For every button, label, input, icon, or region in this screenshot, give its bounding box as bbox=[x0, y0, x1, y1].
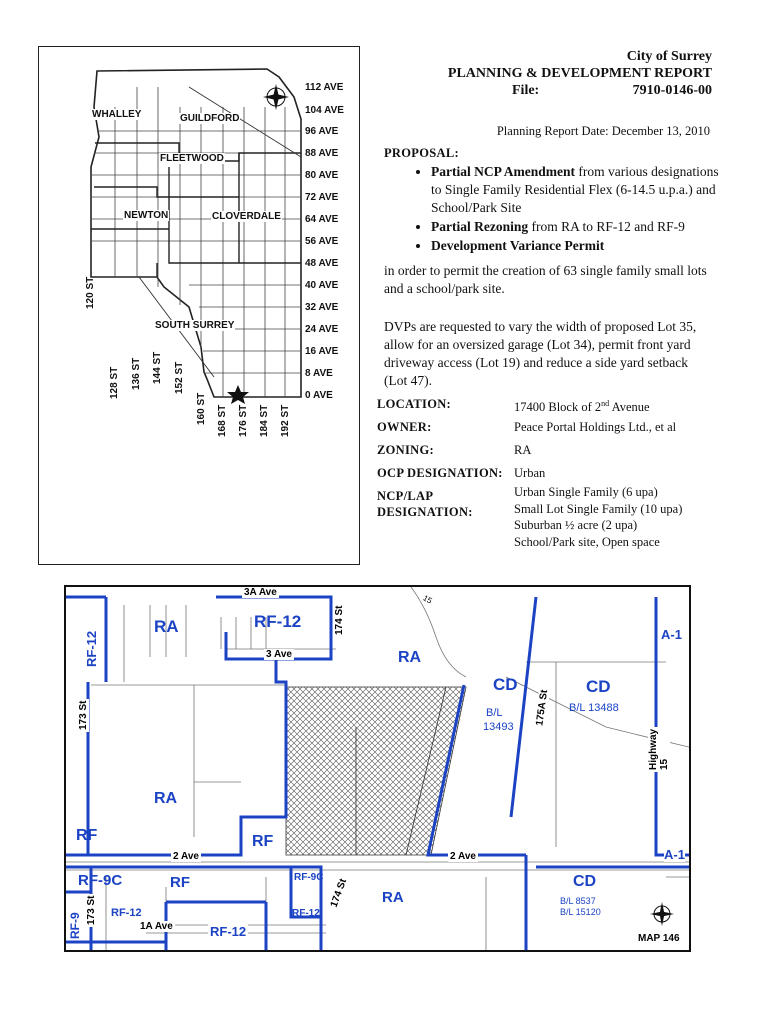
road-label: 174 St bbox=[328, 877, 350, 909]
ave-label: 104 AVE bbox=[305, 105, 344, 116]
zone-label: RA bbox=[382, 889, 404, 906]
zoning-value: RA bbox=[514, 443, 532, 457]
zone-label: B/L 8537 bbox=[560, 896, 596, 906]
st-label: 136 ST bbox=[131, 357, 142, 390]
location-label: LOCATION: bbox=[377, 397, 452, 411]
ave-label: 16 AVE bbox=[305, 346, 339, 357]
ncp-label-2: DESIGNATION: bbox=[377, 505, 473, 519]
ave-label: 88 AVE bbox=[305, 148, 339, 159]
owner-value: Peace Portal Holdings Ltd., et al bbox=[514, 420, 677, 434]
zone-label: RF-12 bbox=[84, 630, 99, 667]
zone-label: RF-9 bbox=[68, 912, 82, 939]
zone-label: RF bbox=[252, 833, 274, 850]
proposal-purpose: in order to permit the creation of 63 single family small lots and a school/park site. bbox=[384, 263, 707, 296]
road-label: 174 St bbox=[334, 605, 345, 635]
zoning-label: ZONING: bbox=[377, 443, 434, 457]
area-label: NEWTON bbox=[124, 210, 169, 221]
dvp-text: DVPs are requested to vary the width of proposed Lot 35, allow for an oversized garage (Lot 34), permit front yard driveway access (Lot 19) and reduce a side yard setback (Lot 47). bbox=[384, 319, 697, 388]
zone-label: RF-9C bbox=[78, 872, 123, 889]
ave-label: 8 AVE bbox=[305, 368, 333, 379]
file-number: 7910-0146-00 bbox=[632, 83, 712, 98]
ave-label: 64 AVE bbox=[305, 214, 339, 225]
zone-label: RA bbox=[154, 617, 179, 636]
proposal-item: • Partial NCP Amendment from various designations to Single Family Residential Flex (6-14.5 u.p.a.) and School/Park Site bbox=[431, 163, 721, 217]
zone-label: RF bbox=[76, 827, 98, 844]
zone-label: CD bbox=[493, 675, 518, 694]
zone-label: A-1 bbox=[664, 847, 685, 862]
zone-label: RF-12 bbox=[292, 908, 320, 919]
ncp-values: Urban Single Family (6 upa) Small Lot Single Family (10 upa) Suburban ½ acre (2 upa) School/Park site, Open space bbox=[514, 485, 683, 549]
road-label: 2 Ave bbox=[173, 851, 199, 862]
ocp-label: OCP DESIGNATION: bbox=[377, 466, 503, 480]
map-number: MAP 146 bbox=[638, 933, 680, 944]
area-label: SOUTH SURREY bbox=[155, 320, 235, 331]
zone-label: B/L 13488 bbox=[569, 702, 619, 714]
ave-label: 80 AVE bbox=[305, 170, 339, 181]
road-label: 173 St bbox=[78, 700, 89, 730]
st-label: 128 ST bbox=[109, 366, 120, 399]
ave-label: 56 AVE bbox=[305, 236, 339, 247]
area-label: FLEETWOOD bbox=[160, 153, 224, 164]
road-label: 3A Ave bbox=[244, 587, 277, 598]
ave-label: 96 AVE bbox=[305, 126, 339, 137]
area-label: GUILDFORD bbox=[180, 113, 240, 124]
st-label: 144 ST bbox=[152, 351, 163, 384]
st-label: 152 ST bbox=[174, 361, 185, 394]
ncp-label-1: NCP/LAP bbox=[377, 489, 434, 503]
zone-label: RF-12 bbox=[254, 612, 302, 631]
file-line bbox=[512, 82, 712, 99]
road-label: 173 St bbox=[86, 895, 97, 925]
road-label: 3 Ave bbox=[266, 649, 292, 660]
zone-label: A-1 bbox=[661, 627, 682, 642]
city-name: City of Surrey bbox=[626, 49, 712, 64]
key-map bbox=[38, 46, 360, 565]
area-label: CLOVERDALE bbox=[212, 211, 281, 222]
ave-label: 40 AVE bbox=[305, 280, 339, 291]
zone-label: RA bbox=[398, 649, 422, 666]
ave-label: 0 AVE bbox=[305, 390, 333, 401]
st-label: 184 ST bbox=[259, 404, 270, 437]
road-label: 175A St bbox=[534, 689, 551, 727]
zone-label: RF-9C bbox=[294, 872, 324, 883]
st-label: 192 ST bbox=[280, 404, 291, 437]
location-value: 17400 Block of 2nd Avenue bbox=[514, 399, 650, 415]
proposal-label: PROPOSAL: bbox=[384, 146, 459, 160]
compass-icon bbox=[263, 84, 289, 110]
zone-label: CD bbox=[573, 873, 597, 890]
ave-label: 48 AVE bbox=[305, 258, 339, 269]
report-date: Planning Report Date: December 13, 2010 bbox=[496, 124, 710, 138]
compass-icon bbox=[650, 902, 674, 926]
file-label: File: bbox=[512, 83, 540, 98]
st-label: 176 ST bbox=[238, 404, 249, 437]
zone-label: 13493 bbox=[483, 721, 514, 733]
road-label: 2 Ave bbox=[450, 851, 476, 862]
road-label: 1A Ave bbox=[140, 921, 173, 932]
ocp-value: Urban bbox=[514, 466, 546, 480]
zone-label: B/L bbox=[486, 707, 503, 719]
site-location-star-icon bbox=[227, 385, 249, 404]
zone-label: B/L 15120 bbox=[560, 907, 601, 917]
road-label: 15 bbox=[421, 593, 434, 606]
ave-label: 24 AVE bbox=[305, 324, 339, 335]
proposal-item: • Partial Rezoning from RA to RF-12 and RF-9 bbox=[431, 218, 721, 236]
st-label: 168 ST bbox=[217, 404, 228, 437]
proposal-list bbox=[386, 163, 721, 256]
owner-label: OWNER: bbox=[377, 420, 432, 434]
zone-label: CD bbox=[586, 677, 611, 696]
ave-label: 112 AVE bbox=[305, 82, 344, 93]
zoning-map bbox=[64, 585, 691, 952]
ave-label: 72 AVE bbox=[305, 192, 339, 203]
ave-label: 32 AVE bbox=[305, 302, 339, 313]
zone-label: RF-12 bbox=[210, 924, 247, 939]
zone-label: RF-12 bbox=[111, 907, 142, 919]
proposal-item: • Development Variance Permit bbox=[431, 237, 721, 255]
st-label: 160 ST bbox=[196, 392, 207, 425]
zone-label: RA bbox=[154, 790, 178, 807]
area-label: WHALLEY bbox=[92, 109, 142, 120]
zone-label: RF bbox=[170, 874, 190, 891]
road-label: Highway 15 bbox=[648, 728, 670, 770]
report-title: PLANNING & DEVELOPMENT REPORT bbox=[447, 66, 712, 81]
st-label: 120 ST bbox=[85, 276, 96, 309]
